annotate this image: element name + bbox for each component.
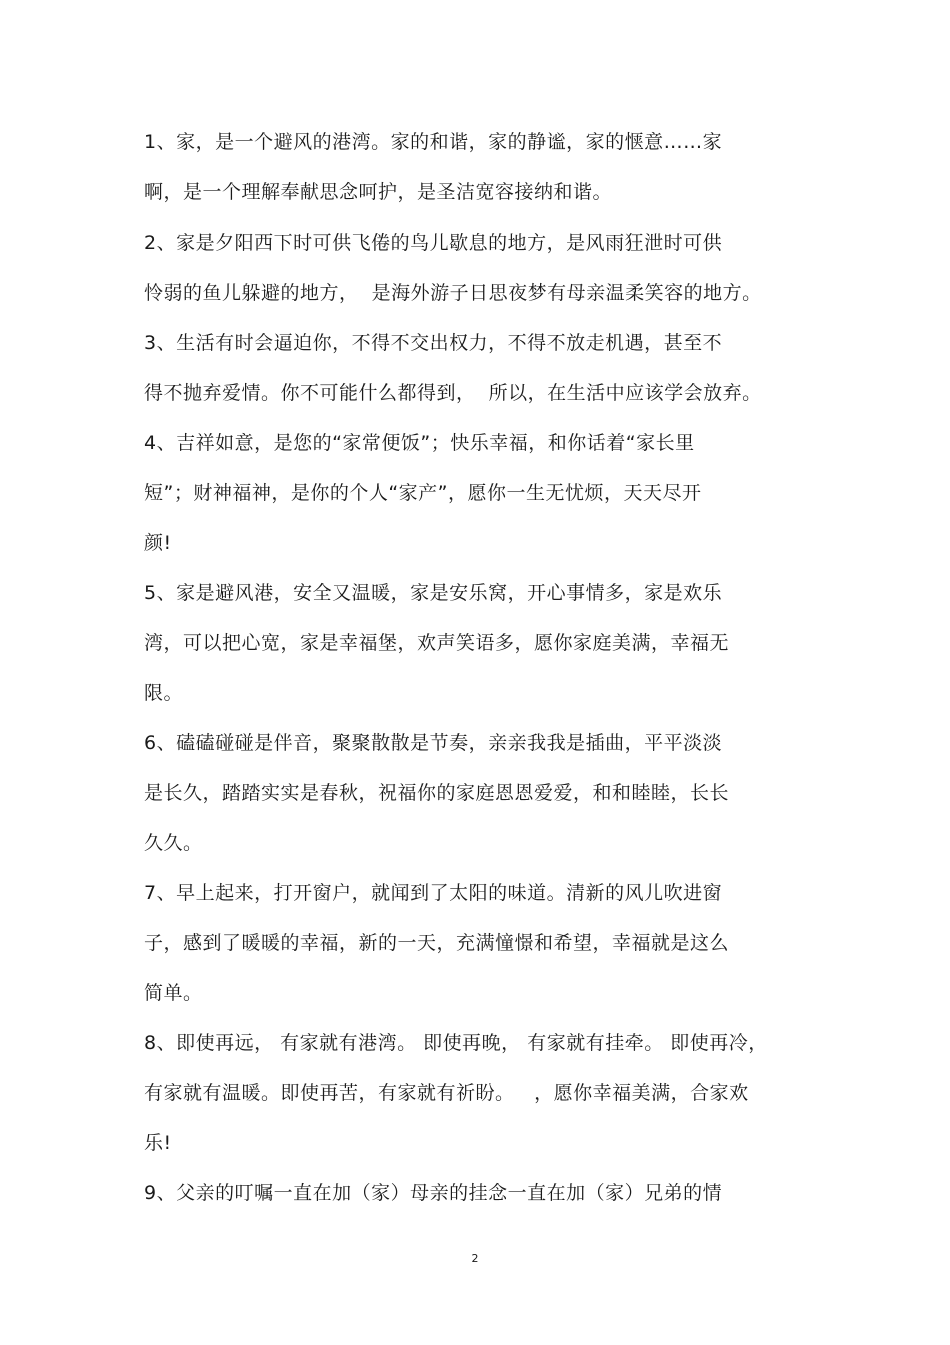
text-line: 3、生活有时会逼迫你，不得不交出权力，不得不放走机遇，甚至不 bbox=[144, 332, 723, 354]
text-line: 限。 bbox=[144, 682, 184, 704]
text-line: 短”；财神福神，是你的个人“家产”，愿你一生无忧烦，天天尽开 bbox=[144, 482, 702, 504]
text-line: 子，感到了暖暖的幸福，新的一天，充满憧憬和希望，幸福就是这么 bbox=[144, 932, 730, 954]
text-line: 久久。 bbox=[144, 832, 203, 854]
page-number: 2 bbox=[471, 1252, 479, 1265]
text-line: 6、磕磕碰碰是伴音，聚聚散散是节奏，亲亲我我是插曲，平平淡淡 bbox=[144, 732, 723, 754]
text-line: 颜! bbox=[144, 532, 172, 554]
text-line: 啊，是一个理解奉献思念呵护，是圣洁宽容接纳和谐。 bbox=[144, 181, 613, 203]
text-line: 简单。 bbox=[144, 982, 203, 1004]
text-line: 8、即使再远， 有家就有港湾。 即使再晚， 有家就有挂牵。 即使再冷， bbox=[144, 1032, 768, 1054]
text-line: 2、家是夕阳西下时可供飞倦的鸟儿歇息的地方，是风雨狂泄时可供 bbox=[144, 232, 723, 254]
text-line: 7、早上起来，打开窗户，就闻到了太阳的味道。清新的风儿吹进窗 bbox=[144, 882, 723, 904]
text-line: 湾，可以把心宽，家是幸福堡，欢声笑语多，愿你家庭美满，幸福无 bbox=[144, 632, 730, 654]
text-line: 怜弱的鱼儿躲避的地方， 是海外游子日思夜梦有母亲温柔笑容的地方。 bbox=[144, 282, 762, 304]
text-line: 1、家，是一个避风的港湾。家的和谐，家的静谧，家的惬意……家 bbox=[144, 131, 723, 153]
text-line: 5、家是避风港，安全又温暖，家是安乐窝，开心事情多，家是欢乐 bbox=[144, 582, 723, 604]
text-line: 9、父亲的叮嘱一直在加（家）母亲的挂念一直在加（家）兄弟的情 bbox=[144, 1182, 723, 1204]
text-line: 有家就有温暖。即使再苦，有家就有祈盼。 ，愿你幸福美满，合家欢 bbox=[144, 1082, 749, 1104]
text-line: 得不抛弃爱情。你不可能什么都得到， 所以，在生活中应该学会放弃。 bbox=[144, 382, 762, 404]
text-line: 乐! bbox=[144, 1132, 172, 1154]
text-line: 是长久，踏踏实实是春秋，祝福你的家庭恩恩爱爱，和和睦睦，长长 bbox=[144, 782, 730, 804]
text-line: 4、吉祥如意，是您的“家常便饭”；快乐幸福，和你话着“家长里 bbox=[144, 432, 695, 454]
